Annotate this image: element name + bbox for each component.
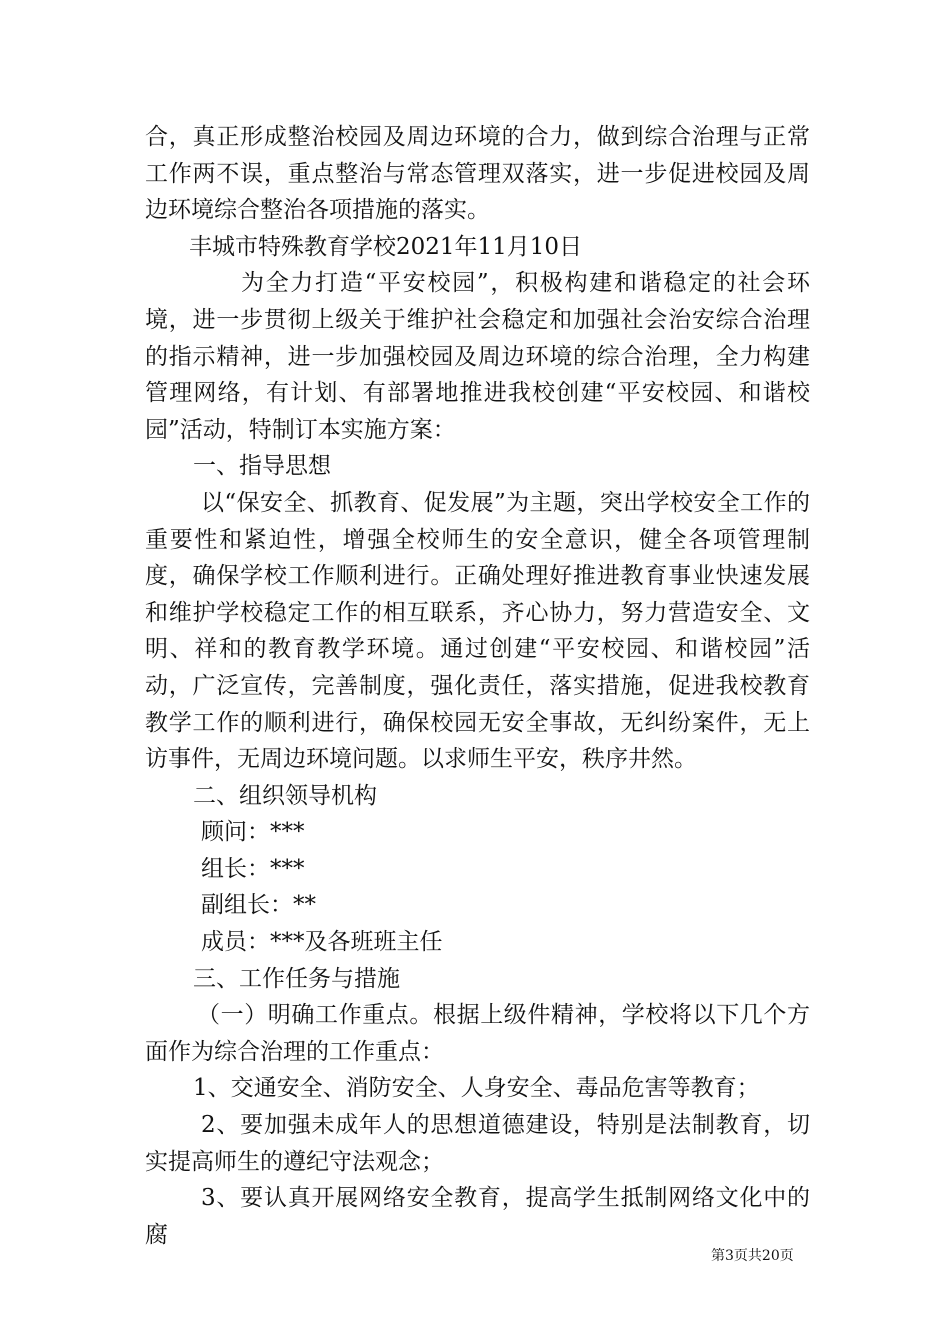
paragraph-signature: 丰城市特殊教育学校2021年11月10日 — [189, 233, 583, 260]
heading-tasks-measures: 三、工作任务与措施 — [193, 965, 400, 992]
document-body — [145, 119, 810, 1253]
item-members: 成员：***及各班班主任 — [201, 929, 443, 956]
paragraph-guiding-ideology: 以“保安全、抓教育、促发展”为主题，突出学校安全工作的重要性和紧迫性，增强全校师生的安全意识，健全各项管理制度，确保学校工作顺利进行。正确处理好推进教育事业快速发展和维护学校稳定工作的相互联系，齐心协力，努力营造安全、文明、祥和的教育教学环境。通过创建“平安校园、和谐校园”活动，广泛宣传，完善制度，强化责任，落实措施，促进我校教育教学工作的顺利进行，确保校园无安全事故，无纠纷案件，无上访事件，无周边环境问题。以求师生平安，秩序井然。 — [145, 489, 810, 773]
page-number: 第3页共20页 — [711, 1248, 794, 1264]
paragraph-work-focus: （一）明确工作重点。根据上级件精神，学校将以下几个方面作为综合治理的工作重点： — [145, 1002, 810, 1065]
heading-guiding-ideology: 一、指导思想 — [193, 453, 331, 480]
paragraph-continuation: 合，真正形成整治校园及周边环境的合力，做到综合治理与正常工作两不误，重点整治与常态管理双落实，进一步促进校园及周边环境综合整治各项措施的落实。 — [145, 124, 810, 224]
paragraph-intro: 为全力打造“平安校园”，积极构建和谐稳定的社会环境，进一步贯彻上级关于维护社会稳定和加强社会治安综合治理的指示精神，进一步加强校园及周边环境的综合治理，全力构建管理网络，有计划、有部署地推进我校创建“平安校园、和谐校园”活动，特制订本实施方案： — [145, 270, 810, 443]
list-item-1: 1、交通安全、消防安全、人身安全、毒品危害等教育； — [193, 1075, 760, 1102]
list-item-2: 2、要加强未成年人的思想道德建设，特别是法制教育，切实提高师生的遵纪守法观念； — [145, 1112, 810, 1175]
item-leader: 组长：*** — [201, 855, 305, 882]
list-item-3: 3、要认真开展网络安全教育，提高学生抵制网络文化中的腐 — [145, 1185, 810, 1248]
item-advisor: 顾问：*** — [201, 819, 305, 846]
item-deputy-leader: 副组长：** — [201, 892, 316, 919]
heading-organization: 二、组织领导机构 — [193, 782, 377, 809]
